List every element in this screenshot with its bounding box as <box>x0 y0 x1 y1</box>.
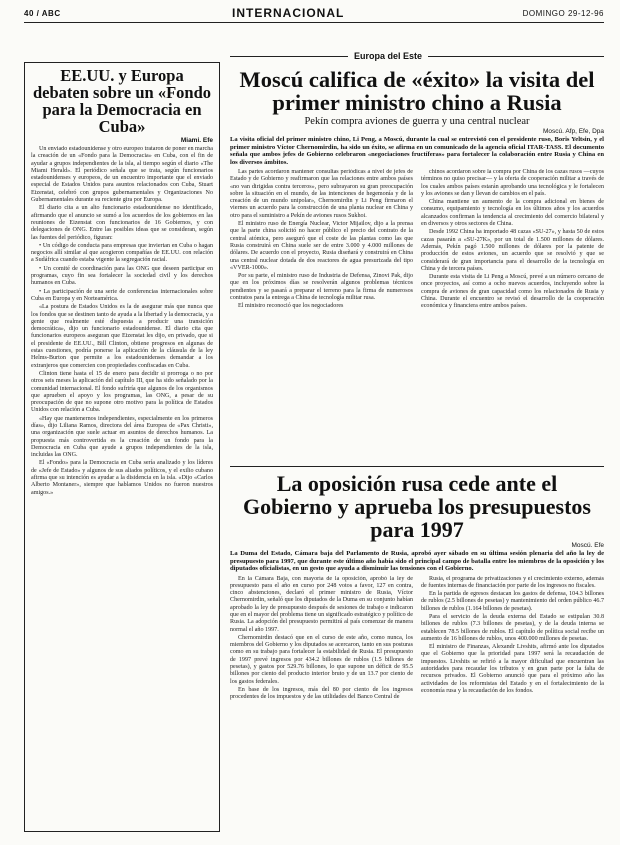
second-column-1 <box>230 576 413 834</box>
paragraph: • Un comité de coordinación para las ONG que deseen participar en programas, cuyo fin sea fortalecer la sociedad civil y los derechos humanos en Cuba. <box>31 265 213 287</box>
main-subheadline: Pekín compra aviones de guerra y una central nuclear <box>304 116 530 127</box>
paragraph: El diario cita a un alto funcionario estadounidense no identificado, afirmando que el anuncio se sumó a los acuerdos de los gobiernos en las reuniones de Eizenstat con funcionarios de 16 Gobiernos, y con delegaciones de ONG. Entre las posibles ideas que se consideran, según las fuentes del periódico, figuran: <box>31 205 213 241</box>
paragraph: Durante esta visita de Li Peng a Moscú, prevé a un número cercano de once proyectos, así como a ocho nuevos acuerdos, incluyendo sobre la compra de aviones de gran capacidad como los relacionados de Rusia y China. Durante el encuentro se revisó el desarrollo de la cooperación económica y financiera entre ambos países. <box>421 274 604 310</box>
sidebar-headline: EE.UU. y Europa debaten sobre un «Fondo para la Democracia en Cuba» <box>32 66 212 136</box>
section-title: INTERNACIONAL <box>232 6 345 20</box>
sidebar-byline: Miami. Efe <box>180 137 213 144</box>
second-byline: Moscú. Efe <box>571 542 604 549</box>
second-column-2 <box>421 576 604 834</box>
main-article <box>230 68 604 451</box>
paragraph: En base de los ingresos, más del 80 por ciento de los ingresos procedentes de los impuestos y de las utilidades del Banco Central de <box>230 686 413 701</box>
page-date: DOMINGO 29-12-96 <box>522 9 604 18</box>
paragraph: Un enviado estadounidense y otro europeo trataron de poner en marcha la creación de un «Fondo para la Democracia» en Cuba, con el fin de ayudar a grupos independientes de la isla, al tiempo según el diario «The Miami Herald». El periódico señala que se trata, según funcionarios estadounidenses y europeos, de un encuentro importante que el enviado especial de Estados Unidos para asuntos relacionados con Cuba, Stuart Eizenstat, celebró con grupos gubernamentales y Organizaciones No Gubernamentales durante su reciente gira por Europa. <box>31 146 213 204</box>
paragraph: chinos acordaron sobre la compra por China de los cazas rusos —cuyos términos no quiso precisar— y la oferta de cooperación militar a través de los cuales ambos países estarán aprobando una tecnológica y le fortalecen y los aviones se dan y llevan de cambios en el país. <box>421 169 604 197</box>
paragraph: «Hay que mantenernos independientes, especialmente en los primeros días», dijo Liliana Ramos, directora del área Europea de «Pax Christi», una organización que suele actuar en asuntos de derechos humanos. La propuesta más controvertida es la creación de un fondo para la Democracia en Cuba que ayude a grupos independientes de la isla, incluidas las ONG. <box>31 415 213 459</box>
article-divider <box>230 466 604 467</box>
second-lead: La Duma del Estado, Cámara baja del Parlamento de Rusia, aprobó ayer sábado en su última sesión plenaria del año la ley de presupuesto para 1997, que durante este último año había sido el principal campo de batalla entre los miembros de la oposición y los diputados oficialistas, en un gesto que ayuda a disminuir las tensiones con el Gobierno. <box>230 550 604 572</box>
main-byline: Moscú. Afp, Efe, Dpa <box>542 128 604 135</box>
main-column-1 <box>230 169 413 451</box>
section-band-label: Europa del Este <box>348 51 428 61</box>
main-headline: Moscú califica de «éxito» la visita del primer ministro chino a Rusia <box>239 67 595 115</box>
second-columns <box>230 576 604 834</box>
paragraph: Desde 1992 China ha importado 48 cazas «SU-27», y hasta 50 de estos cazas pasarán a «SU-27K», por un total de 1.500 millones de dólares. Además, Pekín pagó 1.500 millones de dólares por la patente de producción de estos aviones, un acuerdo que se resolvió y que se considerará de gran importancia para el desarrollo de la tecnología en China y de tercera países. <box>421 229 604 272</box>
paragraph: China mantiene un aumento de la compra adicional en bienes de consumo, equipamiento y tecnología en los últimos años y los acuerdos alcanzados confirman la tendencia al crecimiento del comercio bilateral y en diversos y otros sectores de China. <box>421 199 604 228</box>
paragraph: Chernomirdin destacó que en el curso de este año, como nunca, los miembros del Gobierno y los diputados se acercaron, tanto en sus posturas como en su trabajo para fortalecer la estabilidad de Rusia. El presupuesto de 1997 prevé ingresos por 434.2 billones de rublos (1.5 billones de pesetas), y gastos por 529.76 billones, lo que supone un déficit de 95.5 billones por ciento del producto interior bruto y de un 13.7 por ciento de los gastos federales. <box>230 634 413 685</box>
page-header <box>24 6 604 23</box>
sidebar-body <box>31 146 213 836</box>
second-headline: La oposición rusa cede ante el Gobierno y aprueba los presupuestos para 1997 <box>243 471 591 542</box>
page-number: 40 / ABC <box>24 9 61 18</box>
paragraph: Rusia, el programa de privatizaciones y el crecimiento externo, además de fuentes internas de financiación por parte de los ingresos no fiscales. <box>421 575 604 589</box>
paragraph: Las partes acordaron mantener consultas periódicas a nivel de jefes de Estado y de Gobierno y reafirmaron que las relaciones entre ambos países «no van dirigidas contra terceros», pero subrayaron su gran preocupación sobre la situación en el mundo, de las intenciones de hegemonía y de la creación de un mundo unipolar», Chernomirdin y Li Peng firmaron el viernes un acuerdo para la construcción de una planta nuclear en China y otro para el suministro a Pekín de aviones rusos Sukhoi. <box>230 169 413 219</box>
second-article <box>230 472 604 834</box>
paragraph: «La postura de Estados Unidos es la de asegurar más que nunca que los fondos que se destinen tanto de ayuda a la libertad y la democracia, y a gente que realmente esté dispuesta a producir una transición democrática», dijo un funcionario estadounidense. El diario cita que funcionarios europeos aseguran que Eizenstat les dijo, en privado, que si el presidente de EE.UU., Bill Clinton, obtiene progresos en algunas de estas cuestiones, podría ponerse la aplicación de la cláusula de la ley Helms-Burton que permite a los estadounidenses demandar a los extranjeros que comercien con propiedades confiscadas en Cuba. <box>31 304 213 369</box>
main-columns <box>230 169 604 451</box>
paragraph: Para el servicio de la deuda externa del Estado se estipulan 30.8 billones de rublos (7.3 billones de pesetas), y de la deuda interna se establecen 78.5 billones de rublos. El capítulo de política social recibe un aumento de 16 billones de rublos, unos 400.000 millones de pesetas. <box>421 613 604 642</box>
paragraph: El ministro reconoció que los negociadores <box>238 303 344 310</box>
sidebar-article <box>24 62 220 832</box>
paragraph: El ministro ruso de Energía Nuclear, Victor Mijailov, dijo a la prensa que la parte china solicitó no hacer público el precio del contrato de la central atómica, pero aseguró que el coste de las plantas como las que Rusia construirá en China suele ser de entre 3.000 y 4.000 millones de dólares. De acuerdo con el proyecto, Rusia diseñará y construirá en China una central nuclear dotada de dos reactores de agua presurizada del tipo «VVER-1000». <box>230 221 413 271</box>
main-lead: La visita oficial del primer ministro chino, Li Peng, a Moscú, durante la cual se entrevistó con el presidente ruso, Boris Yeltsin, y el primer ministro Víctor Chernomirdin, ha sido un éxito, se afirma en un comunicado de la agencia oficial ITAR-TASS. El documento señala que ambos jefes de Gobierno celebraron «negociaciones fructíferas» para fortalecer la colaboración entre Rusia y China en los diversos ámbitos. <box>230 136 604 166</box>
section-band <box>230 51 604 65</box>
paragraph: El «Fondo» para la Democracia en Cuba sería analizado y los líderes de «Jefe de Estado» y algunos de sus aliados políticos, y el exilio cubano afirma que su intención es ayudar a la disidencia en la isla. «Dijo «Carlos Alberto Montaner», siempre que hablamos Unidos no fueron nuestros amigos.» <box>31 460 213 496</box>
main-column-2 <box>421 169 604 451</box>
paragraph: El ministro de Finanzas, Alexandr Livshits, afirmó ante los diputados que el Gobierno que la prioridad para 1997 será la recaudación de impuestos. Livshits se refirió a la mayor dificultad que encuentran las autoridades para recaudar los tributos y en gran parte por la falta de recursos privados. El Gobierno anunció que para el próximo año las actividades de los reformistas del Estado y en el fortalecimiento de la economía rusa y la recaudación de los fondos. <box>421 644 604 694</box>
paragraph: • Un código de conducta para empresas que inviertan en Cuba o hagan negocios allí similar al que acogieron compañías de EE.UU. con relación a Sudáfrica cuando estaba vigente la segregación racial. <box>31 242 213 264</box>
paragraph: Clinton tiene hasta el 15 de enero para decidir si prorroga o no por otros seis meses la aplicación del capítulo III, que ha sido señalado por la comunidad internacional. El fondo sufriría que algunos de los organismos que aprueben el apoyo y los programas, las ONG, a pesar de su preocupación de que no supone otro motivo para la política de Estados Unidos con relación a Cuba. <box>31 370 213 414</box>
paragraph: En la Cámara Baja, con mayoría de la oposición, aprobó la ley de presupuesto para el año en curso por 248 votos a favor, 127 en contra, cinco abstenciones, declaró el primer ministro de Rusia, Víctor Chernomirdin, señaló que los diputados de la Duma en su conjunto habían aprobado la ley de presupuesto después de sesiones de trabajo e indicaron que en el mayor del problema tiene un significado estratégico y político de Rusia. La adopción del presupuesto permitirá al país comenzar de manera normal el año 1997. <box>230 575 413 633</box>
paragraph: • La participación de una serie de conferencias internacionales sobre Cuba en Europa y en Norteamérica. <box>31 288 213 302</box>
paragraph: Por su parte, el ministro ruso de Industria de Defensa, Zinovi Pak, dijo que en los próximos días se resolverán algunos problemas técnicos pendientes y se pasará a preparar el terreno para la firma de numerosos contratos para la entrega a China de tecnología militar rusa. <box>230 273 413 302</box>
paragraph: En la partida de egresos destacan los gastos de defensa, 104.3 billones de rublos (2.5 billones de pesetas) y mantenimiento del orden público 46.7 billones de rublos (1.164 billones de pesetas). <box>421 591 604 612</box>
